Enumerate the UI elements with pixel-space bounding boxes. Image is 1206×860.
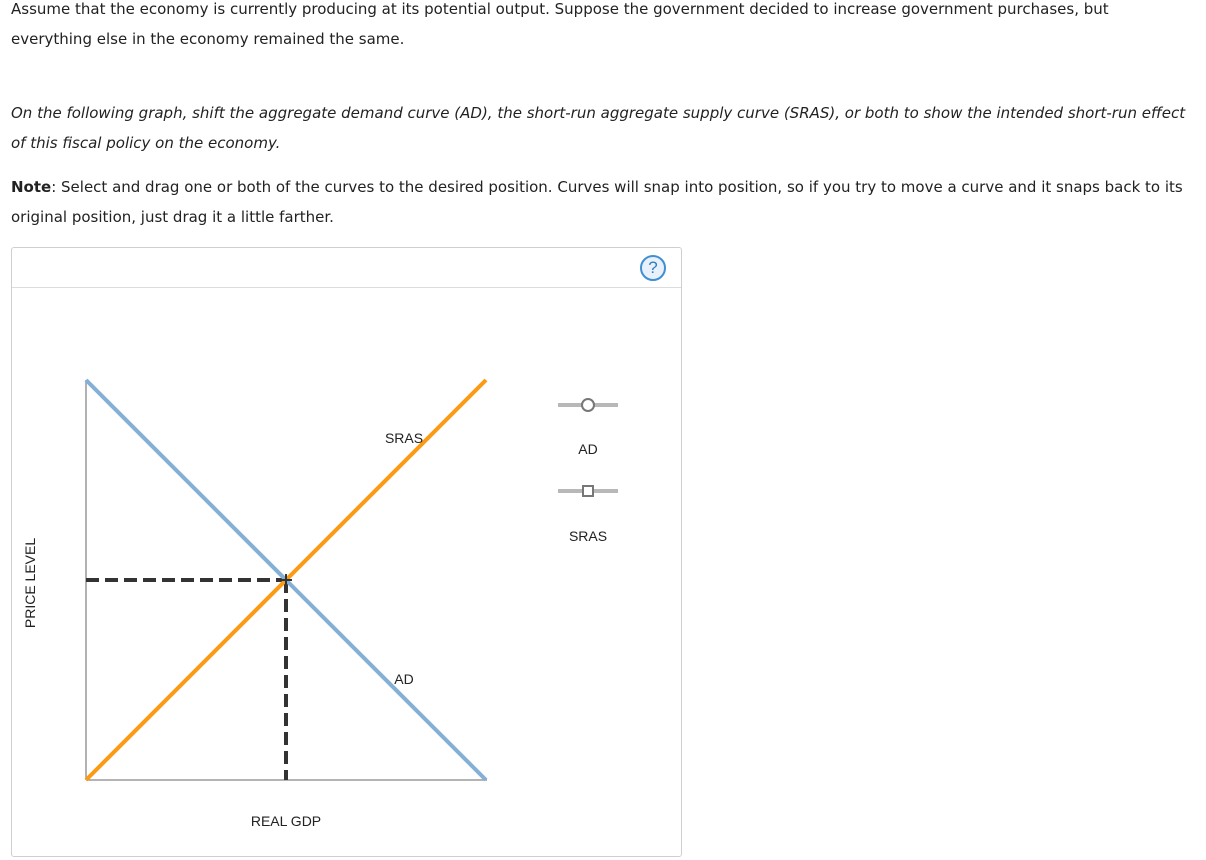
- intro-paragraph: Assume that the economy is currently producing at its potential output. Suppose the government decided to increase government purchases, but everything else in the economy remained the same.: [11, 0, 1109, 48]
- task-paragraph: On the following graph, shift the aggregate demand curve (AD), the short-run aggregate supply curve (SRAS), or both to show the intended short-run effect of this fiscal policy on the economy.: [11, 104, 1186, 152]
- y-axis-label: PRICE LEVEL: [22, 537, 38, 629]
- graph-panel: [11, 247, 682, 857]
- ad-curve-label: AD: [394, 671, 414, 687]
- ad-handle-icon[interactable]: [558, 399, 618, 411]
- help-icon[interactable]: ?: [640, 255, 666, 281]
- note-label: Note: [11, 178, 52, 196]
- ad-legend-label: AD: [578, 441, 598, 457]
- note-text: : Select and drag one or both of the curves to the desired position. Curves will snap into position, so if you try to move a curve and it snaps back to its original position, just drag it a little farther.: [11, 178, 1183, 226]
- note-paragraph: [11, 172, 1191, 232]
- sras-legend-label: SRAS: [568, 528, 608, 544]
- graph-svg: [12, 248, 681, 856]
- sras-curve-label: SRAS: [384, 430, 424, 446]
- x-axis-label: REAL GDP: [250, 813, 322, 829]
- sras-handle-icon[interactable]: [558, 486, 618, 496]
